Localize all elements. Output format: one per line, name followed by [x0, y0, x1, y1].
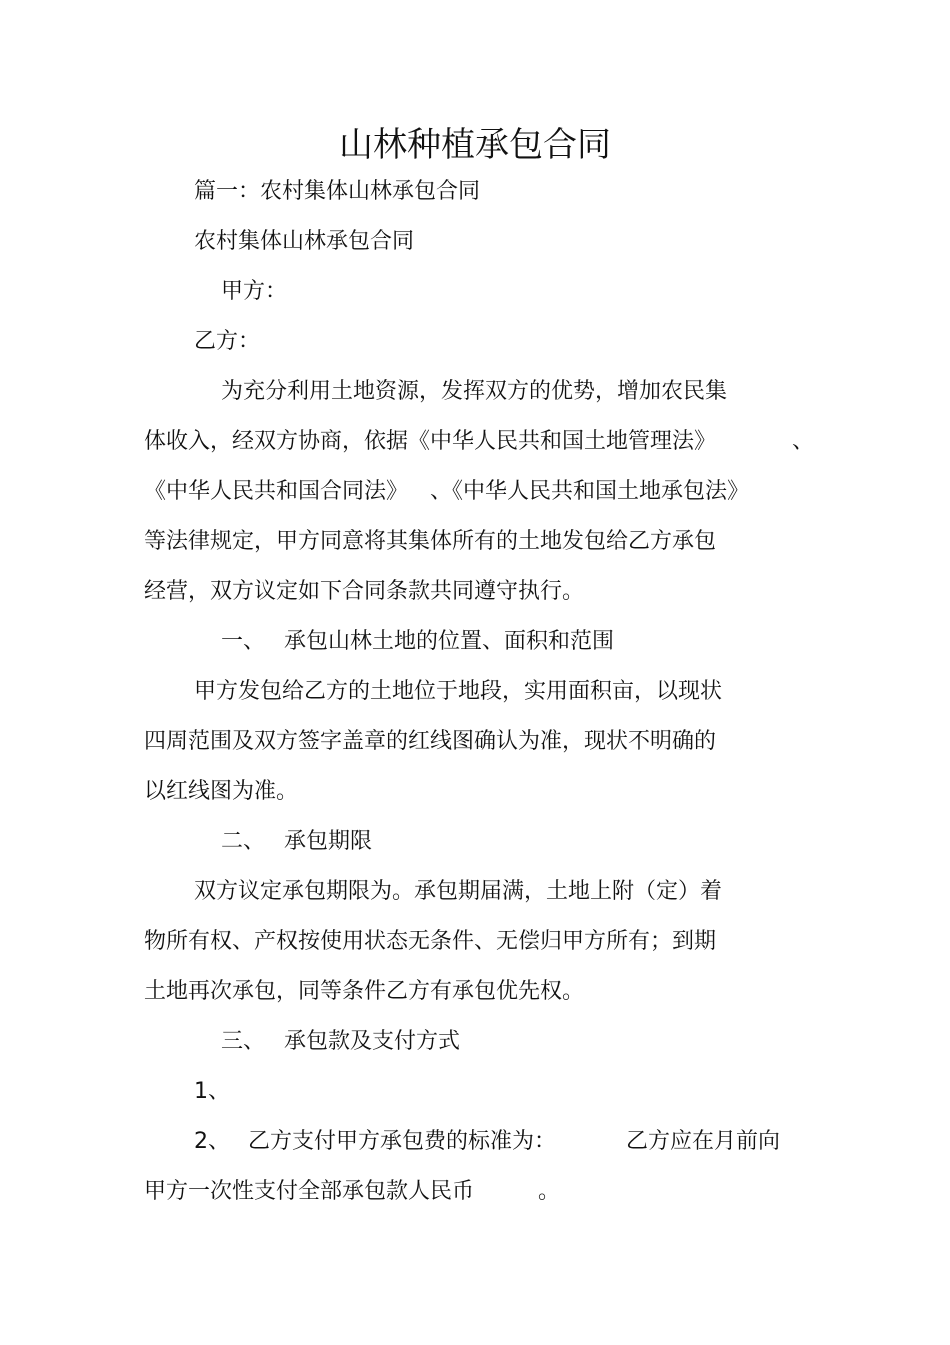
- payment-item-2-line2: 甲方一次性支付全部承包款人民币: [144, 1179, 475, 1204]
- payment-item-1: 1、: [194, 1079, 230, 1104]
- payment-item-2-number: 2、: [194, 1129, 230, 1154]
- section-line: 土地再次承包，同等条件乙方有承包优先权。: [144, 979, 585, 1004]
- preamble-line: 、《中华人民共和国土地承包法》: [430, 479, 750, 504]
- party-b-label: 乙方：: [194, 329, 261, 354]
- subtitle: 篇一：农村集体山林承包合同: [194, 179, 481, 204]
- section-line: 甲方发包给乙方的土地位于地段，实用面积亩，以现状: [194, 679, 723, 704]
- section-title: 承包期限: [284, 829, 373, 854]
- preamble-line-tail: 、: [792, 429, 815, 454]
- section-number: 二、: [221, 829, 266, 854]
- payment-item-2-text: 乙方支付甲方承包费的标准为：: [248, 1129, 557, 1154]
- section-title: 承包款及支付方式: [284, 1029, 461, 1054]
- payment-item-2-tail: 乙方应在月前向: [626, 1129, 781, 1154]
- party-a-label: 甲方：: [221, 279, 288, 304]
- section-line: 物所有权、产权按使用状态无条件、无偿归甲方所有；到期: [144, 929, 717, 954]
- section-line: 双方议定承包期限为。承包期届满，土地上附（定）着: [194, 879, 723, 904]
- section-line: 以红线图为准。: [144, 779, 299, 804]
- payment-item-2-end: 。: [538, 1179, 561, 1204]
- page-title: 山林种植承包合同: [339, 125, 611, 165]
- preamble-line: 经营，双方议定如下合同条款共同遵守执行。: [144, 579, 585, 604]
- section-title: 承包山林土地的位置、面积和范围: [284, 629, 615, 654]
- contract-heading: 农村集体山林承包合同: [194, 229, 415, 254]
- preamble-line: 体收入，经双方协商，依据《中华人民共和国土地管理法》: [144, 429, 717, 454]
- section-number: 三、: [221, 1029, 266, 1054]
- preamble-line: 等法律规定，甲方同意将其集体所有的土地发包给乙方承包: [144, 529, 717, 554]
- section-line: 四周范围及双方签字盖章的红线图确认为准，现状不明确的: [144, 729, 717, 754]
- section-number: 一、: [221, 629, 266, 654]
- preamble-line: 《中华人民共和国合同法》: [144, 479, 409, 504]
- preamble-line: 为充分利用土地资源，发挥双方的优势，增加农民集: [221, 379, 728, 404]
